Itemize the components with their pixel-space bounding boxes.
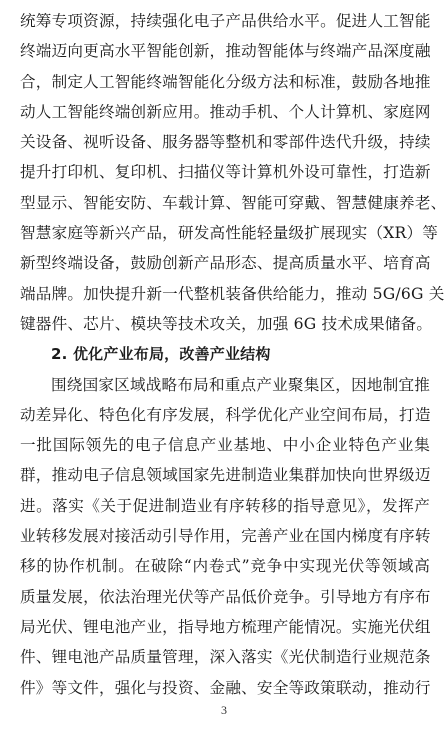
text-line: 围绕国家区域战略布局和重点产业聚集区，因地制宜推 — [51, 375, 431, 394]
text-line: 统筹专项资源，持续强化电子产品供给水平。促进人工智能 — [20, 12, 431, 30]
text-line: 一批国际领先的电子信息产业基地、中小企业特色产业集 — [20, 436, 430, 455]
text-line: 终端迈向更高水平智能创新，推动智能体与终端产品深度融 — [20, 42, 431, 61]
text-line: 群，推动电子信息领域国家先进制造业集群加快向世界级迈 — [20, 466, 431, 485]
document-page — [20, 6, 447, 703]
text-line: 动人工智能终端创新应用。推动手机、个人计算机、家庭网 — [20, 102, 431, 121]
text-line: 业转移发展对接活动引导作用，完善产业在国内梯度有序转 — [20, 527, 431, 546]
text-line: 提升打印机、复印机、扫描仪等计算机外设可靠性，打造新 — [20, 163, 431, 182]
text-line: 件、锂电池产品质量管理，深入落实《光伏制造行业规范条 — [20, 648, 431, 667]
text-line: 合，制定人工智能终端智能化分级方法和标准，鼓励各地推 — [20, 72, 431, 91]
text-line: 新型终端设备，鼓励创新产品形态、提高质量水平、培育高 — [20, 254, 431, 273]
page-number: 3 — [221, 703, 227, 717]
text-line: 进。落实《关于促进制造业有序转移的指导意见》，发挥产 — [20, 496, 430, 515]
text-line: 动差异化、特色化有序发展，科学优化产业空间布局，打造 — [20, 405, 431, 424]
text-line: 移的协作机制。在破除“内卷式”竞争中实现光伏等领域高 — [20, 557, 430, 576]
text-line: 智慧家庭等新兴产品，研发高性能轻量级扩展现实（XR）等 — [20, 224, 439, 243]
paragraph-layout — [20, 370, 430, 703]
text-line: 键器件、芯片、模块等技术攻关，加强 6G 技术成果储备。 — [20, 314, 433, 333]
section-heading: 2. 优化产业布局，改善产业结构 — [51, 345, 271, 364]
text-line: 质量发展，依法治理光伏等产品低价竞争。引导地方有序布 — [20, 587, 431, 606]
text-line: 型显示、智能安防、车载计算、智能可穿戴、智慧健康养老、 — [20, 193, 447, 212]
text-line: 关设备、视听设备、服务器等整机和零部件迭代升级，持续 — [20, 133, 431, 152]
text-line: 件》等文件，强化与投资、金融、安全等政策联动，推动行 — [20, 678, 431, 697]
paragraph-supply — [20, 6, 447, 339]
text-line: 局光伏、锂电池产业，指导地方梳理产能情况。实施光伏组 — [20, 617, 431, 636]
text-line: 端品牌。加快提升新一代整机装备供给能力，推动 5G/6G 关 — [20, 284, 445, 303]
